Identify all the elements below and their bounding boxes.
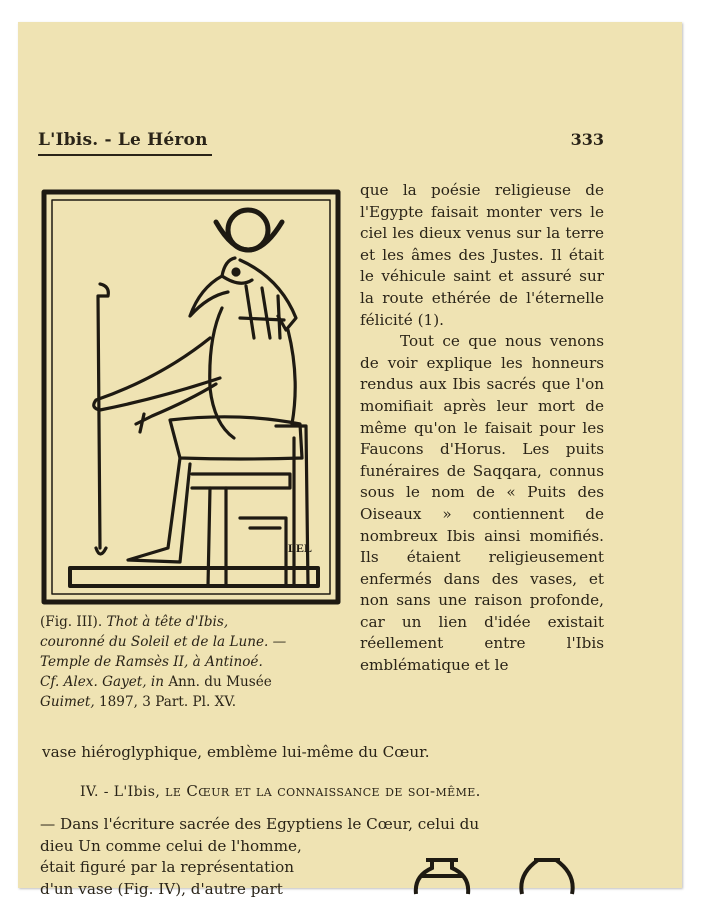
right-column-text	[360, 180, 604, 677]
book-page	[18, 22, 682, 898]
caption-line1: Thot à tête d'Ibis,	[106, 614, 229, 630]
bottom-line-3: était figuré par la représentation	[40, 858, 295, 877]
caption-line5-italic: Guimet,	[40, 694, 95, 710]
caption-line4-roman: Ann. du Musée	[164, 674, 272, 690]
running-title: L'Ibis. - Le Héron	[38, 130, 208, 150]
vase-icon	[404, 854, 584, 894]
vase-hieroglyph-figures	[404, 854, 584, 894]
artist-signature: LEL	[287, 541, 312, 555]
figure-thoth-woodcut	[40, 188, 342, 608]
paragraph-2: Tout ce que nous venons de voir explique les honneurs rendus aux Ibis sacrés que l'on momifiait après leur mort de même qu'on le faisait pour les Faucons d'Horus. Les puits funéraires de Saqqara, connus sous le nom de « Puits des Oiseaux » contiennent de nombreux Ibis ainsi momifiés. Ils étaient religieusement enfermés dans des vases, et non sans une raison profonde, car un lien d'idée existait réellement entre l'Ibis emblématique et le	[360, 332, 604, 675]
bottom-line-1: — Dans l'écriture sacrée des Egyptiens le Cœur, celui du	[40, 815, 480, 833]
section-title-start: L'Ibis,	[113, 784, 161, 800]
section-title-rest: le Cœur et la connaissance de soi-même.	[165, 782, 481, 800]
caption-label: (Fig. III).	[40, 614, 103, 630]
bottom-line-2: dieu Un comme celui de l'homme,	[40, 836, 302, 855]
bottom-line-4: d'un vase (Fig. IV), d'autre part	[40, 879, 283, 898]
caption-line4-italic: Cf. Alex. Gayet, in	[40, 674, 165, 690]
running-header	[38, 130, 664, 156]
thoth-illustration	[40, 188, 342, 608]
section-number: IV. -	[80, 784, 109, 800]
caption-line5-roman: 1897, 3 Part. Pl. XV.	[94, 694, 237, 710]
figure-caption	[40, 612, 340, 712]
section-heading	[80, 782, 640, 800]
caption-line2: couronné du Soleil et de la Lune. —	[40, 634, 287, 650]
page-number: 333	[570, 130, 604, 149]
header-underline	[38, 154, 212, 156]
full-width-line: vase hiéroglyphique, emblème lui-même du Cœur.	[42, 743, 430, 761]
caption-line3: Temple de Ramsès II, à Antinoé.	[40, 654, 263, 670]
paragraph-1: que la poésie religieuse de l'Egypte faisait monter vers le ciel les dieux venus sur la terre et les âmes des Justes. Il était le véhicule saint et assuré sur la route ethérée de l'éternelle félicité (1).	[360, 181, 604, 329]
